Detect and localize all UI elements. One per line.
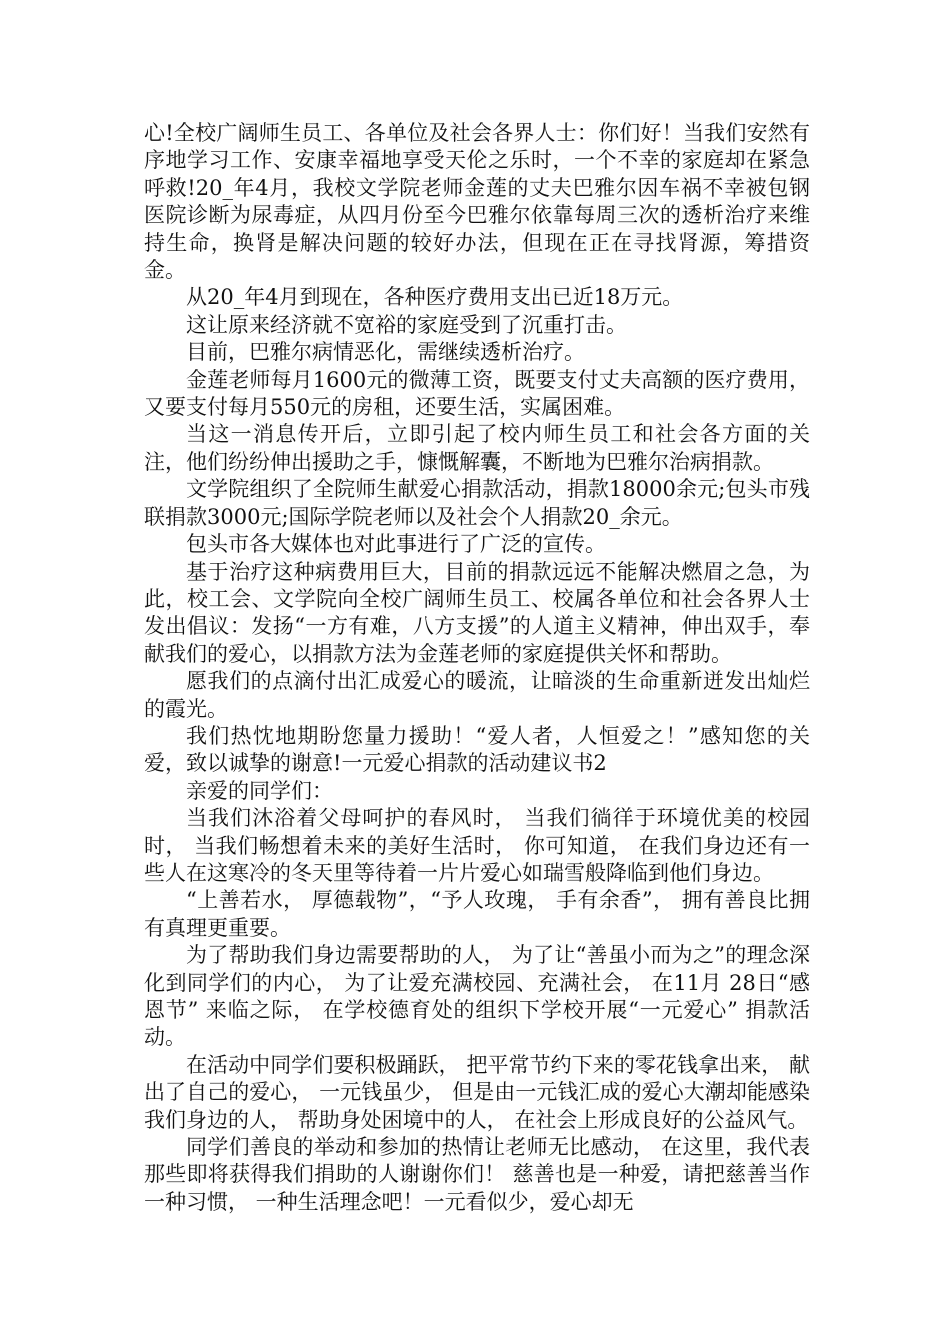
paragraph: 文学院组织了全院师生献爱心捐款活动，捐款18000余元;包头市残联捐款3000元;国际学院老师以及社会个人捐款20_余元。 bbox=[144, 477, 810, 529]
paragraph: 当这一消息传开后，立即引起了校内师生员工和社会各方面的关注，他们纷纷伸出援助之手，慷慨解囊，不断地为巴雅尔治病捐款。 bbox=[144, 422, 810, 474]
paragraph: 当我们沐浴着父母呵护的春风时， 当我们徜徉于环境优美的校园时， 当我们畅想着未来的美好生活时， 你可知道， 在我们身边还有一些人在这寒冷的冬天里等待着一片片爱心如瑞雪般降临到他们身边。 bbox=[144, 806, 810, 885]
paragraph: 金莲老师每月1600元的微薄工资，既要支付丈夫高额的医疗费用，又要支付每月550元的房租，还要生活，实属困难。 bbox=[144, 367, 810, 420]
paragraph: 我们热忱地期盼您量力援助！“爱人者，人恒爱之！”感知您的关爱，致以诚挚的谢意!一元爱心捐款的活动建议书2 bbox=[144, 723, 810, 776]
paragraph: 目前，巴雅尔病情恶化，需继续透析治疗。 bbox=[186, 340, 585, 365]
document-body bbox=[144, 120, 810, 1216]
paragraph: 基于治疗这种病费用巨大，目前的捐款远远不能解决燃眉之急，为此，校工会、文学院向全校广阔师生员工、校属各单位和社会各界人士发出倡议：发扬“一方有难，八方支援”的人道主义精神，伸出双手，奉献我们的爱心，以捐款方法为金莲老师的家庭提供关怀和帮助。 bbox=[144, 559, 810, 666]
paragraph: 包头市各大媒体也对此事进行了广泛的宣传。 bbox=[186, 532, 606, 557]
paragraph: 从20_年4月到现在，各种医疗费用支出已近18万元。 bbox=[186, 285, 684, 310]
paragraph: 这让原来经济就不宽裕的家庭受到了沉重打击。 bbox=[186, 312, 627, 337]
paragraph: 亲爱的同学们： bbox=[186, 778, 333, 803]
paragraph: 心!全校广阔师生员工、各单位及社会各界人士：你们好！当我们安然有序地学习工作、安康幸福地享受天伦之乐时，一个不幸的家庭却在紧急呼救!20_年4月，我校文学院老师金莲的丈夫巴雅尔因车祸不幸被包钢医院诊断为尿毒症，从四月份至今巴雅尔依靠每周三次的透析治疗来维持生命，换肾是解决问题的较好办法，但现在正在寻找肾源，筹措资金。 bbox=[144, 121, 810, 283]
paragraph: 为了帮助我们身边需要帮助的人， 为了让“善虽小而为之”的理念深化到同学们的内心， 为了让爱充满校园、充满社会， 在11月 28日“感恩节” 来临之际， 在学校德育处的组织下学校开展“一元爱心” 捐款活动。 bbox=[144, 943, 810, 1050]
paragraph: “上善若水， 厚德载物”，“予人玫瑰， 手有余香”， 拥有善良比拥有真理更重要。 bbox=[144, 888, 810, 940]
paragraph: 在活动中同学们要积极踊跃， 把平常节约下来的零花钱拿出来， 献出了自己的爱心， 一元钱虽少， 但是由一元钱汇成的爱心大潮却能感染我们身边的人， 帮助身处困境中的人， 在社会上形成良好的公益风气。 bbox=[144, 1052, 810, 1132]
paragraph: 同学们善良的举动和参加的热情让老师无比感动， 在这里，我代表那些即将获得我们捐助的人谢谢你们！ 慈善也是一种爱，请把慈善当作一种习惯， 一种生活理念吧！一元看似少，爱心却无 bbox=[144, 1135, 810, 1214]
paragraph: 愿我们的点滴付出汇成爱心的暖流，让暗淡的生命重新迸发出灿烂的霞光。 bbox=[144, 669, 810, 721]
